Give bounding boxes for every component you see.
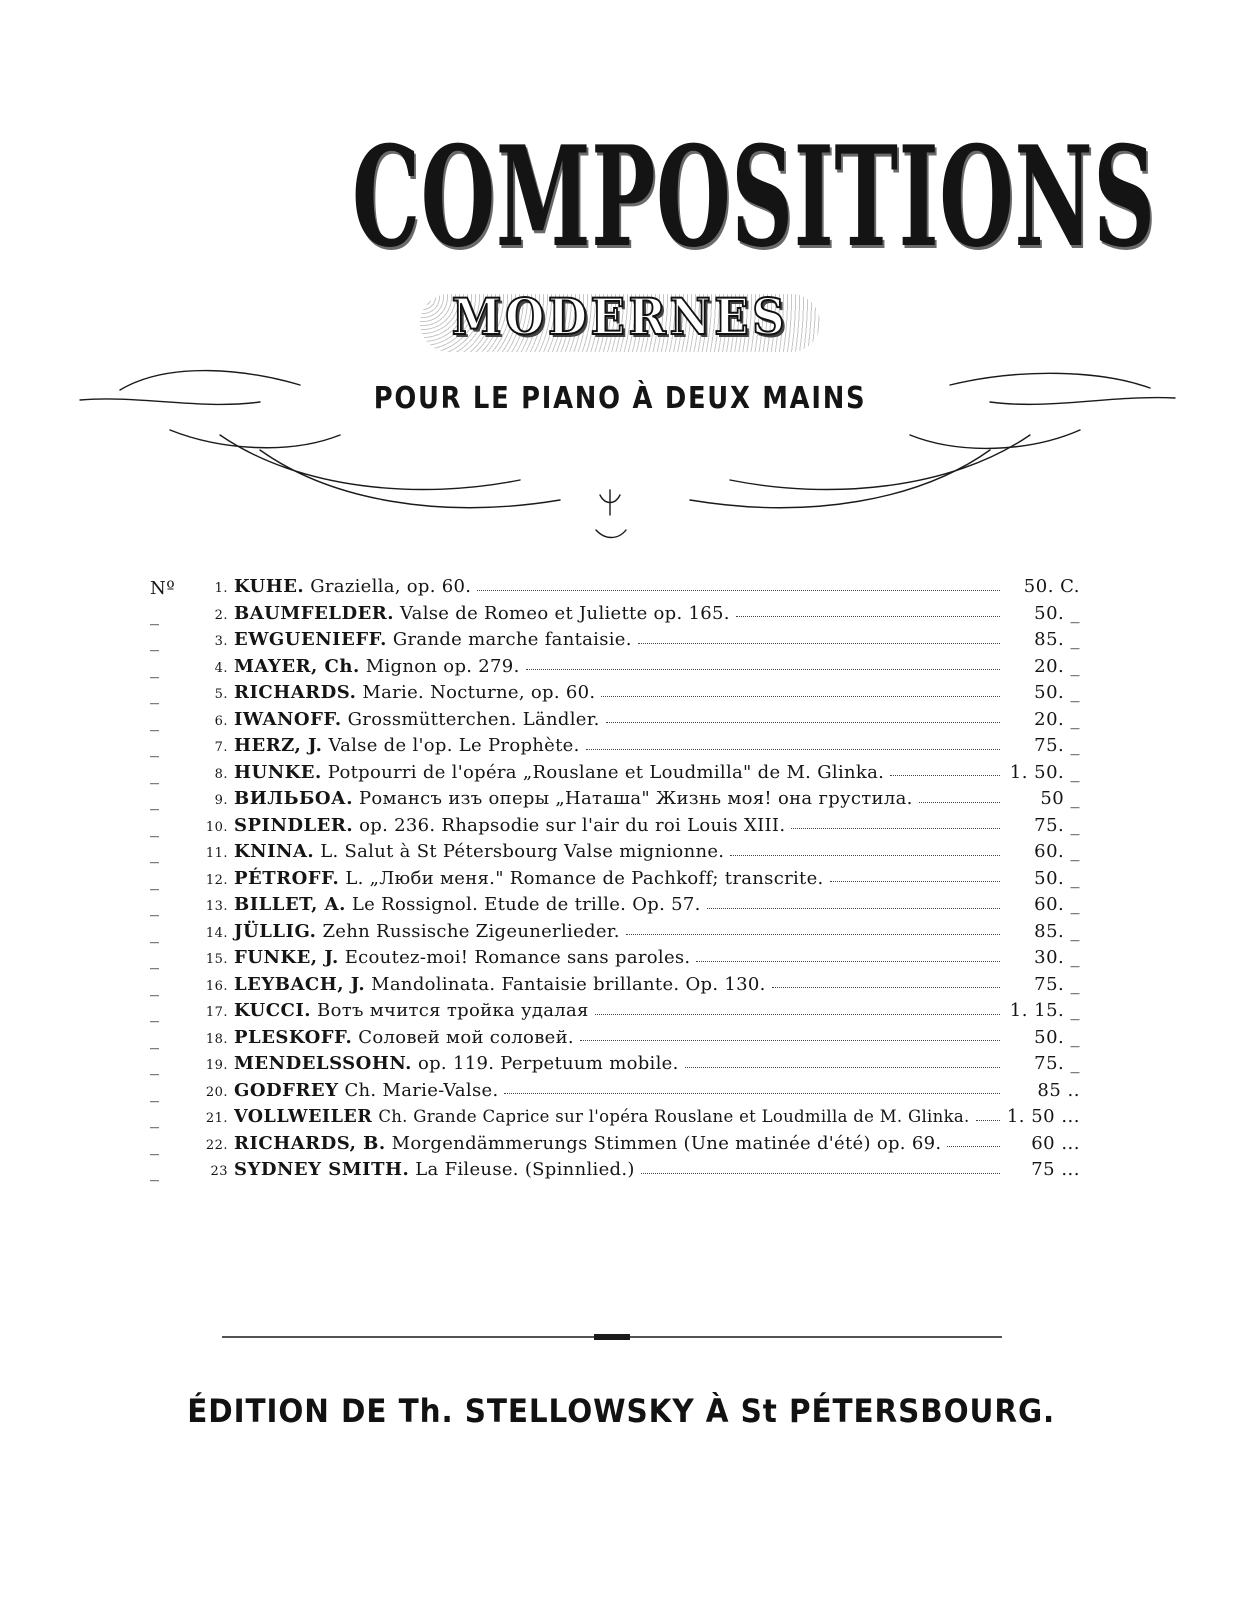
item-composer: KUHE. xyxy=(234,576,305,597)
item-number-value: 14. xyxy=(205,925,228,941)
item-work: Zehn Russische Zigeunerlieder. xyxy=(322,920,620,942)
item-composer: MENDELSSOHN. xyxy=(234,1053,412,1074)
item-number xyxy=(150,868,234,895)
item-number-prefix: _ xyxy=(150,1161,160,1182)
title-block xyxy=(0,0,1251,560)
item-composer: RICHARDS. xyxy=(234,682,357,703)
list-item xyxy=(150,601,1080,628)
item-number xyxy=(150,709,234,736)
item-price: 50. _ xyxy=(1034,602,1080,624)
list-item xyxy=(150,1078,1080,1105)
item-number xyxy=(150,1000,234,1027)
item-number-value: 6. xyxy=(214,713,228,729)
dotted-leader xyxy=(606,722,1000,723)
item-price: 60. _ xyxy=(1034,894,1080,915)
item-number xyxy=(150,947,234,974)
item-work: op. 119. Perpetuum mobile. xyxy=(417,1053,679,1074)
item-price: 60 ... xyxy=(1031,1132,1080,1154)
dotted-leader xyxy=(580,1040,1000,1041)
item-number-prefix: _ xyxy=(150,1055,160,1076)
flourish-right-sweep-2 xyxy=(690,450,990,508)
item-number xyxy=(150,576,234,603)
item-number-value: 5. xyxy=(214,687,228,702)
item-number-value: 18. xyxy=(205,1031,228,1047)
item-number-value: 1. xyxy=(214,581,228,596)
dotted-leader xyxy=(919,802,1000,803)
item-number xyxy=(150,682,234,709)
dotted-leader xyxy=(947,1146,1000,1147)
item-composer: PÉTROFF. xyxy=(234,867,340,889)
dotted-leader xyxy=(595,1014,1000,1015)
item-work: Graziella, op. 60. xyxy=(310,576,472,597)
item-number-prefix: _ xyxy=(150,631,160,652)
item-number xyxy=(150,1027,234,1054)
item-composer: PLESKOFF. xyxy=(234,1026,353,1048)
item-number xyxy=(150,735,234,762)
item-composer: KUCCI. xyxy=(234,1000,312,1021)
list-item xyxy=(150,733,1080,760)
item-number-prefix: _ xyxy=(150,949,160,970)
item-composer: SPINDLER. xyxy=(234,814,354,836)
item-composer: BILLET, A. xyxy=(234,894,346,915)
item-number xyxy=(150,762,234,789)
item-number-value: 7. xyxy=(214,740,228,755)
item-number-prefix: _ xyxy=(150,763,160,785)
tagline: POUR LE PIANO À DEUX MAINS xyxy=(373,381,867,416)
list-item xyxy=(150,972,1080,999)
item-work: L. „Люби меня." Romance de Pachkoff; transcrite. xyxy=(345,867,824,889)
item-number-value: 20. xyxy=(205,1084,228,1100)
item-number-value: 9. xyxy=(214,793,228,808)
dotted-leader xyxy=(696,961,1000,962)
list-item xyxy=(150,892,1080,919)
item-number-prefix: _ xyxy=(150,737,160,758)
item-number-prefix: _ xyxy=(150,604,160,626)
item-composer: RICHARDS, B. xyxy=(234,1132,386,1154)
dotted-leader xyxy=(477,590,1000,591)
item-work: Valse de l'op. Le Prophète. xyxy=(328,735,580,756)
item-number-value: 21. xyxy=(205,1111,228,1126)
list-item xyxy=(150,998,1080,1025)
item-number-value: 15. xyxy=(205,952,228,967)
item-price: 75. _ xyxy=(1034,814,1080,836)
item-work: Morgendämmerungs Stimmen (Une matinée d'été) op. 69. xyxy=(391,1132,942,1154)
item-work: Соловей мой соловей. xyxy=(358,1026,574,1048)
item-number xyxy=(150,788,234,815)
item-number-value: 3. xyxy=(214,634,228,649)
list-item xyxy=(150,839,1080,866)
item-work: Valse de Romeo et Juliette op. 165. xyxy=(400,602,730,624)
main-title: COMPOSITIONS xyxy=(352,115,1156,278)
item-number xyxy=(150,1053,234,1080)
item-work: Grossmütterchen. Ländler. xyxy=(347,708,600,730)
dotted-leader xyxy=(976,1120,1000,1121)
item-number-value: 4. xyxy=(214,660,228,676)
list-item xyxy=(150,1104,1080,1131)
dotted-leader xyxy=(830,881,1000,882)
item-work: Grande marche fantaisie. xyxy=(392,629,632,650)
flourish-left-sweep-2 xyxy=(260,450,560,508)
item-number-prefix: _ xyxy=(150,869,160,891)
item-number xyxy=(150,815,234,842)
item-composer: MAYER, Ch. xyxy=(234,655,360,677)
item-number-value: 12. xyxy=(205,872,228,888)
item-number-prefix: Nº xyxy=(150,578,176,599)
item-price: 1. 50 ... xyxy=(1006,1106,1080,1127)
item-composer: LEYBACH, J. xyxy=(234,973,366,995)
item-price: 50 _ xyxy=(1040,788,1080,809)
item-number-value: 13. xyxy=(205,899,228,914)
item-composer: SYDNEY SMITH. xyxy=(234,1159,410,1180)
dotted-leader xyxy=(772,987,1000,988)
list-item xyxy=(150,1131,1080,1158)
flourish-right-sweep xyxy=(730,435,1030,490)
item-number-prefix: _ xyxy=(150,816,160,838)
item-price: 75. _ xyxy=(1034,735,1080,756)
item-work: Романсъ изъ оперы „Наташа" Жизнь моя! она грустила. xyxy=(358,788,913,809)
dotted-leader xyxy=(641,1173,1000,1174)
item-work: Marie. Nocturne, op. 60. xyxy=(362,682,596,703)
list-item xyxy=(150,1025,1080,1052)
item-composer: KNINA. xyxy=(234,841,315,862)
item-number-prefix: _ xyxy=(150,922,160,944)
item-number-prefix: _ xyxy=(150,1108,160,1129)
item-composer: HERZ, J. xyxy=(234,735,323,756)
item-price: 20. _ xyxy=(1034,655,1080,677)
item-price: 75. _ xyxy=(1034,1053,1080,1074)
item-price: 1. 50. _ xyxy=(1009,761,1080,783)
item-number-value: 2. xyxy=(214,607,228,623)
item-composer: VOLLWEILER xyxy=(234,1107,373,1127)
dotted-leader xyxy=(791,828,1000,829)
list-item xyxy=(150,1157,1080,1184)
item-work: Ch. Marie-Valse. xyxy=(344,1079,499,1101)
item-number xyxy=(150,1106,234,1133)
item-composer: HUNKE. xyxy=(234,761,322,783)
flourish-left-top xyxy=(120,371,300,390)
item-price: 85. _ xyxy=(1034,920,1080,942)
dotted-leader xyxy=(586,749,1000,750)
dotted-leader xyxy=(526,669,1000,670)
dotted-leader xyxy=(626,934,1000,935)
item-number-value: 11. xyxy=(205,846,228,861)
item-price: 85. _ xyxy=(1034,629,1080,650)
list-item xyxy=(150,627,1080,654)
flourish-left-low xyxy=(170,430,340,448)
dotted-leader xyxy=(890,775,1000,776)
item-work: L. Salut à St Pétersbourg Valse mignionne. xyxy=(320,841,725,862)
item-number-value: 8. xyxy=(214,766,228,782)
flourish-left-sweep xyxy=(220,435,520,490)
item-price: 20. _ xyxy=(1034,708,1080,730)
item-number xyxy=(150,1080,234,1107)
item-number-prefix: _ xyxy=(150,1028,160,1050)
item-number xyxy=(150,921,234,948)
list-item xyxy=(150,680,1080,707)
item-number-prefix: _ xyxy=(150,1081,160,1103)
item-price: 50. C. xyxy=(1023,576,1080,597)
item-number-prefix: _ xyxy=(150,790,160,811)
item-number xyxy=(150,603,234,630)
item-price: 75. _ xyxy=(1034,973,1080,995)
item-number-value: 23 xyxy=(210,1164,228,1179)
item-number xyxy=(150,974,234,1001)
item-number xyxy=(150,1159,234,1186)
item-price: 30. _ xyxy=(1034,947,1080,968)
item-composer: GODFREY xyxy=(234,1079,339,1101)
dotted-leader xyxy=(730,855,1000,856)
flourish-left-mid xyxy=(80,399,260,404)
item-price: 50. _ xyxy=(1034,1026,1080,1048)
item-number-prefix: _ xyxy=(150,684,160,705)
item-number-prefix: _ xyxy=(150,843,160,864)
item-number xyxy=(150,656,234,683)
item-work: Le Rossignol. Etude de trille. Op. 57. xyxy=(351,894,701,915)
item-number-value: 17. xyxy=(205,1005,228,1020)
list-item xyxy=(150,574,1080,601)
item-work: Вотъ мчится тройка удалая xyxy=(317,1000,589,1021)
item-number-prefix: _ xyxy=(150,896,160,917)
dotted-leader xyxy=(707,908,1000,909)
list-item xyxy=(150,760,1080,787)
item-composer: JÜLLIG. xyxy=(234,920,317,942)
item-number-prefix: _ xyxy=(150,657,160,679)
item-work: Potpourri de l'opéra „Rouslane et Loudmilla" de M. Glinka. xyxy=(327,761,885,783)
item-composer: ВИЛЬБОА. xyxy=(234,788,353,809)
item-number-prefix: _ xyxy=(150,1134,160,1156)
decorative-flourish xyxy=(0,340,1251,560)
flourish-right-mid xyxy=(990,398,1175,405)
item-composer: EWGUENIEFF. xyxy=(234,629,387,650)
item-number-value: 10. xyxy=(205,819,228,835)
item-price: 1. 15. _ xyxy=(1009,1000,1080,1021)
dotted-leader xyxy=(685,1067,1000,1068)
item-price: 75 ... xyxy=(1031,1159,1080,1180)
list-item xyxy=(150,786,1080,813)
item-work: La Fileuse. (Spinnlied.) xyxy=(415,1159,635,1180)
item-price: 50. _ xyxy=(1034,682,1080,703)
item-composer: FUNKE, J. xyxy=(234,947,339,968)
item-work: Ecoutez-moi! Romance sans paroles. xyxy=(344,947,691,968)
publisher-imprint: ÉDITION DE Th. STELLOWSKY À St PÉTERSBOURG. xyxy=(187,1392,1056,1430)
item-price: 85 .. xyxy=(1037,1079,1080,1101)
flourish-right-low xyxy=(910,430,1080,448)
list-item xyxy=(150,707,1080,734)
divider-rule xyxy=(222,1332,1002,1342)
catalogue-list xyxy=(150,574,1080,1254)
list-item xyxy=(150,654,1080,681)
flourish-center-ornament xyxy=(596,490,626,538)
list-item xyxy=(150,919,1080,946)
list-item xyxy=(150,813,1080,840)
item-composer: IWANOFF. xyxy=(234,708,342,730)
item-number-value: 19. xyxy=(205,1058,228,1073)
item-number-prefix: _ xyxy=(150,975,160,997)
dotted-leader xyxy=(638,643,1000,644)
item-number xyxy=(150,894,234,921)
item-number xyxy=(150,629,234,656)
item-number-value: 22. xyxy=(205,1137,228,1153)
list-item xyxy=(150,945,1080,972)
item-price: 50. _ xyxy=(1034,867,1080,889)
item-work: Mignon op. 279. xyxy=(365,655,520,677)
item-number-prefix: _ xyxy=(150,1002,160,1023)
dotted-leader xyxy=(601,696,1000,697)
item-work: Ch. Grande Caprice sur l'opéra Rouslane et Loudmilla de M. Glinka. xyxy=(378,1107,970,1126)
item-number xyxy=(150,841,234,868)
item-number xyxy=(150,1133,234,1160)
dotted-leader xyxy=(504,1093,1000,1094)
dotted-leader xyxy=(736,616,1000,617)
item-number-value: 16. xyxy=(205,978,228,994)
item-number-prefix: _ xyxy=(150,710,160,732)
list-item xyxy=(150,866,1080,893)
item-work: op. 236. Rhapsodie sur l'air du roi Louis XIII. xyxy=(359,814,786,836)
list-item xyxy=(150,1051,1080,1078)
flourish-right-top xyxy=(950,373,1150,388)
subtitle: MODERNES xyxy=(451,287,789,346)
item-price: 60. _ xyxy=(1034,841,1080,862)
item-work: Mandolinata. Fantaisie brillante. Op. 130. xyxy=(371,973,766,995)
item-composer: BAUMFELDER. xyxy=(234,602,395,624)
